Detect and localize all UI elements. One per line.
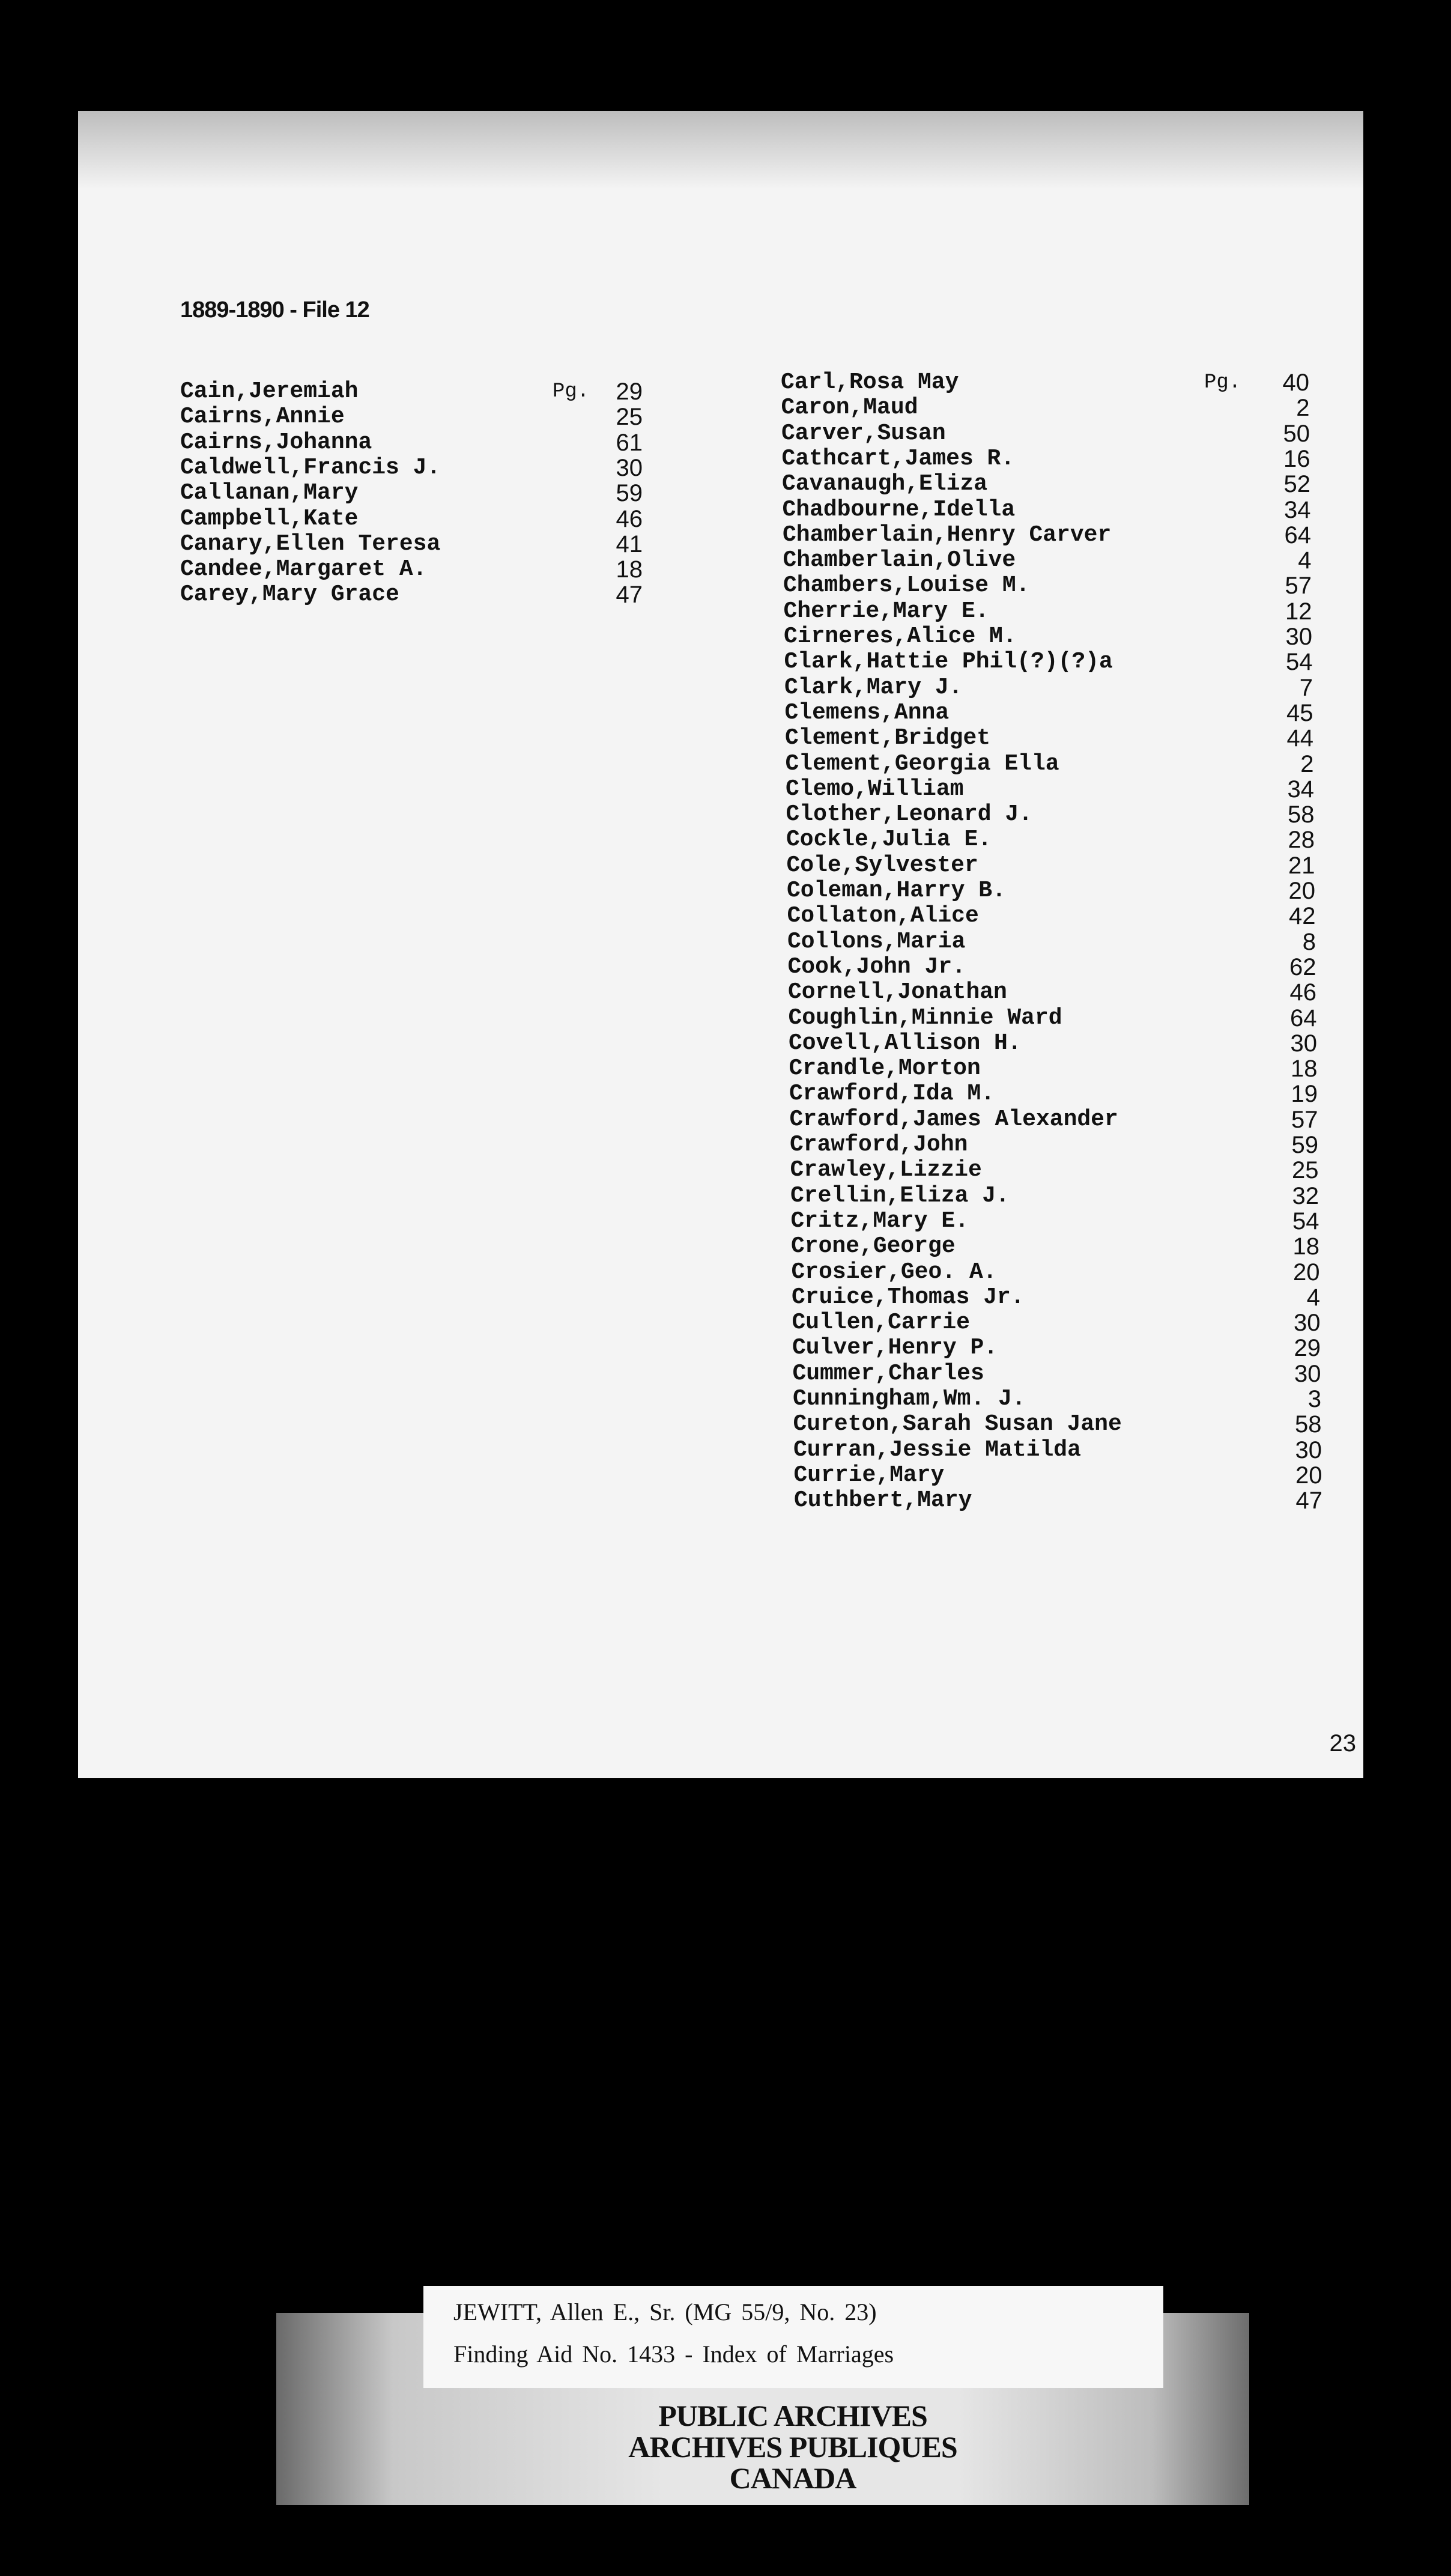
index-entry (783, 547, 1312, 574)
index-entry (792, 1310, 1321, 1336)
index-entry (789, 1005, 1317, 1031)
index-entry (784, 624, 1312, 650)
entry-name: Crawford,John (790, 1132, 968, 1158)
index-entry (781, 395, 1310, 421)
entry-name: Coleman,Harry B. (787, 878, 1006, 904)
entry-page-number: 44 (1286, 725, 1313, 752)
index-entry (791, 1208, 1319, 1235)
entry-page-number: 64 (1284, 521, 1311, 548)
entry-name: Clother,Leonard J. (786, 801, 1032, 828)
index-entry (783, 573, 1312, 599)
index-entry (783, 497, 1311, 523)
index-entry (789, 1056, 1318, 1082)
entry-page-number: 32 (1292, 1182, 1319, 1209)
index-entry (792, 1335, 1321, 1361)
entry-name: Culver,Henry P. (792, 1335, 998, 1361)
index-entry (790, 1107, 1318, 1133)
entry-name: Covell,Allison H. (789, 1030, 1022, 1056)
stamp-line-1: PUBLIC ARCHIVES (658, 2399, 927, 2432)
index-entry (790, 1157, 1319, 1183)
index-entry (781, 421, 1310, 447)
entry-page-number: 47 (616, 582, 643, 609)
entry-page-number: 25 (616, 404, 643, 431)
entry-page-number: 54 (1286, 649, 1313, 676)
entry-page-number: 46 (1289, 979, 1316, 1006)
entry-name: Clark,Mary J. (784, 674, 963, 700)
index-entry (786, 776, 1314, 803)
index-entry (792, 1259, 1320, 1286)
index-entry (784, 598, 1312, 625)
entry-name: Collaton,Alice (787, 903, 979, 929)
index-entry (787, 929, 1316, 955)
entry-page-number: 30 (1290, 1030, 1317, 1057)
entry-page-number: 50 (1283, 420, 1310, 447)
index-entry (789, 1081, 1318, 1107)
entry-name: Crawford,James Alexander (789, 1106, 1118, 1132)
entry-name: Clement,Georgia Ella (785, 750, 1059, 777)
index-entry (790, 1132, 1318, 1158)
index-entry (180, 378, 643, 405)
index-entry (180, 404, 643, 430)
index-entry (784, 649, 1313, 675)
pg-label: Pg. (1204, 371, 1241, 394)
entry-page-number: 20 (1293, 1259, 1320, 1286)
entry-name: Cummer,Charles (792, 1360, 984, 1387)
entry-page-number: 62 (1289, 953, 1316, 980)
entry-page-number: 59 (1291, 1132, 1318, 1158)
index-entry (794, 1462, 1322, 1489)
entry-name: Cherrie,Mary E. (783, 598, 989, 624)
entry-name: Cureton,Sarah Susan Jane (793, 1411, 1122, 1438)
public-archives-stamp (420, 2400, 1165, 2502)
entry-page-number: 30 (1294, 1360, 1321, 1387)
index-entry (782, 471, 1310, 497)
index-entry (180, 455, 643, 481)
entry-page-number: 52 (1283, 471, 1310, 498)
index-entry (180, 531, 643, 557)
entry-page-number: 18 (1291, 1056, 1318, 1083)
index-entry (791, 1233, 1319, 1260)
index-entry (789, 1030, 1317, 1057)
entry-page-number: 45 (1286, 699, 1313, 726)
entry-page-number: 12 (1285, 598, 1312, 625)
entry-page-number: 4 (1306, 1284, 1320, 1311)
pg-label: Pg. (553, 380, 590, 403)
index-entry (781, 369, 1309, 396)
entry-name: Collons,Maria (787, 928, 966, 955)
index-entry (180, 430, 643, 456)
entry-page-number: 40 (1282, 369, 1309, 396)
stamp-line-2: ARCHIVES PUBLIQUES (628, 2430, 957, 2464)
index-entry (793, 1361, 1321, 1387)
document-page (78, 111, 1363, 1778)
index-entry (180, 582, 643, 608)
entry-page-number: 57 (1285, 573, 1312, 600)
entry-name: Cairns,Johanna (180, 429, 372, 455)
entry-name: Coughlin,Minnie Ward (788, 1004, 1062, 1031)
entry-page-number: 47 (1295, 1487, 1322, 1514)
stamp-line-3: CANADA (729, 2461, 856, 2495)
index-entry (787, 903, 1316, 929)
entry-name: Cuthbert,Mary (794, 1487, 972, 1514)
index-entry (793, 1411, 1322, 1438)
entry-name: Cornell,Jonathan (788, 979, 1007, 1006)
index-entry (788, 954, 1316, 980)
entry-name: Critz,Mary E. (790, 1208, 969, 1234)
entry-name: Clemens,Anna (784, 699, 950, 726)
index-entry (792, 1284, 1320, 1311)
entry-page-number: 20 (1288, 878, 1315, 904)
entry-name: Cain,Jeremiah (180, 378, 359, 404)
entry-page-number: 2 (1300, 750, 1314, 777)
entry-page-number: 28 (1288, 827, 1315, 854)
entry-page-number: 29 (1294, 1335, 1321, 1362)
entry-page-number: 21 (1288, 852, 1315, 879)
entry-name: Carver,Susan (781, 420, 946, 446)
entry-name: Clemo,William (786, 776, 964, 802)
entry-name: Crawford,Ida M. (789, 1081, 995, 1107)
entry-page-number: 18 (1292, 1233, 1319, 1260)
entry-name: Clark,Hattie Phil(?)(?)a (784, 649, 1113, 675)
entry-page-number: 30 (616, 454, 643, 481)
index-entry (786, 801, 1315, 828)
page-number: 23 (1329, 1730, 1356, 1757)
entry-name: Callanan,Mary (180, 480, 359, 506)
entry-page-number: 19 (1291, 1081, 1318, 1108)
entry-page-number: 54 (1292, 1208, 1319, 1235)
entry-name: Chambers,Louise M. (783, 573, 1030, 599)
entry-page-number: 42 (1289, 903, 1316, 930)
entry-name: Cunningham,Wm. J. (793, 1386, 1026, 1412)
entry-page-number: 16 (1283, 445, 1310, 472)
entry-page-number: 58 (1295, 1411, 1322, 1438)
entry-page-number: 25 (1292, 1157, 1319, 1184)
entry-page-number: 34 (1287, 776, 1314, 803)
entry-name: Crone,George (791, 1233, 956, 1260)
entry-page-number: 30 (1295, 1436, 1322, 1463)
entry-page-number: 61 (616, 429, 643, 456)
entry-name: Campbell,Kate (180, 505, 359, 532)
entry-name: Cathcart,James R. (781, 445, 1015, 472)
index-entry (180, 480, 643, 506)
finding-aid-line-1: JEWITT, Allen E., Sr. (MG 55/9, No. 23) (453, 2298, 877, 2325)
entry-page-number: 29 (616, 378, 643, 405)
entry-name: Cook,John Jr. (787, 953, 966, 980)
entry-name: Currie,Mary (793, 1462, 945, 1488)
entry-name: Cairns,Annie (180, 404, 345, 430)
entry-page-number: 18 (616, 556, 643, 583)
entry-page-number: 46 (616, 505, 643, 532)
entry-name: Chamberlain,Olive (783, 547, 1016, 574)
index-entry (180, 506, 643, 532)
entry-page-number: 3 (1307, 1386, 1321, 1412)
entry-name: Crellin,Eliza J. (790, 1182, 1010, 1209)
entry-name: Candee,Margaret A. (180, 556, 427, 583)
file-header: 1889-1890 - File 12 (180, 297, 369, 323)
entry-page-number: 41 (616, 530, 643, 557)
index-entry (788, 979, 1316, 1006)
entry-name: Carl,Rosa May (781, 369, 959, 395)
entry-page-number: 30 (1294, 1310, 1321, 1337)
entry-name: Chamberlain,Henry Carver (783, 521, 1112, 548)
entry-name: Carey,Mary Grace (180, 582, 399, 608)
finding-aid-line-2: Finding Aid No. 1433 - Index of Marriages (453, 2341, 894, 2368)
entry-name: Caldwell,Francis J. (180, 454, 441, 481)
entry-name: Cirneres,Alice M. (784, 624, 1017, 649)
entry-name: Cole,Sylvester (786, 852, 978, 878)
entry-name: Cruice,Thomas Jr. (792, 1284, 1025, 1310)
index-entry (783, 522, 1311, 548)
entry-page-number: 30 (1285, 624, 1312, 650)
entry-page-number: 34 (1284, 496, 1311, 523)
index-entry (786, 751, 1314, 777)
index-entry (793, 1437, 1322, 1463)
entry-page-number: 8 (1302, 928, 1316, 955)
index-entry (794, 1487, 1322, 1514)
entry-name: Cavanaugh,Eliza (782, 471, 988, 497)
entry-page-number: 58 (1288, 801, 1315, 828)
index-entry (785, 725, 1313, 752)
index-entry (787, 878, 1315, 904)
entry-page-number: 4 (1298, 547, 1312, 574)
entry-page-number: 7 (1299, 674, 1313, 701)
entry-name: Curran,Jessie Matilda (793, 1436, 1081, 1463)
index-entry (782, 446, 1310, 472)
index-entry (786, 827, 1315, 853)
entry-name: Crawley,Lizzie (790, 1157, 982, 1183)
entry-name: Cullen,Carrie (792, 1310, 970, 1336)
entry-name: Crandle,Morton (789, 1056, 981, 1082)
index-entry (790, 1183, 1319, 1209)
entry-page-number: 57 (1291, 1106, 1318, 1133)
index-entry (793, 1386, 1321, 1412)
index-entry (180, 556, 643, 583)
index-entry (785, 700, 1313, 726)
entry-page-number: 64 (1290, 1004, 1317, 1031)
entry-page-number: 20 (1295, 1462, 1322, 1489)
entry-name: Caron,Maud (781, 395, 918, 421)
entry-name: Canary,Ellen Teresa (180, 530, 441, 557)
entry-name: Crosier,Geo. A. (791, 1259, 997, 1285)
index-entry (784, 675, 1313, 701)
entry-name: Clement,Bridget (785, 725, 991, 752)
finding-aid-card (423, 2286, 1163, 2388)
entry-name: Cockle,Julia E. (786, 827, 992, 853)
index-entry (787, 852, 1315, 879)
entry-page-number: 2 (1296, 395, 1310, 422)
entry-name: Chadbourne,Idella (782, 496, 1016, 523)
entry-page-number: 59 (616, 480, 643, 507)
